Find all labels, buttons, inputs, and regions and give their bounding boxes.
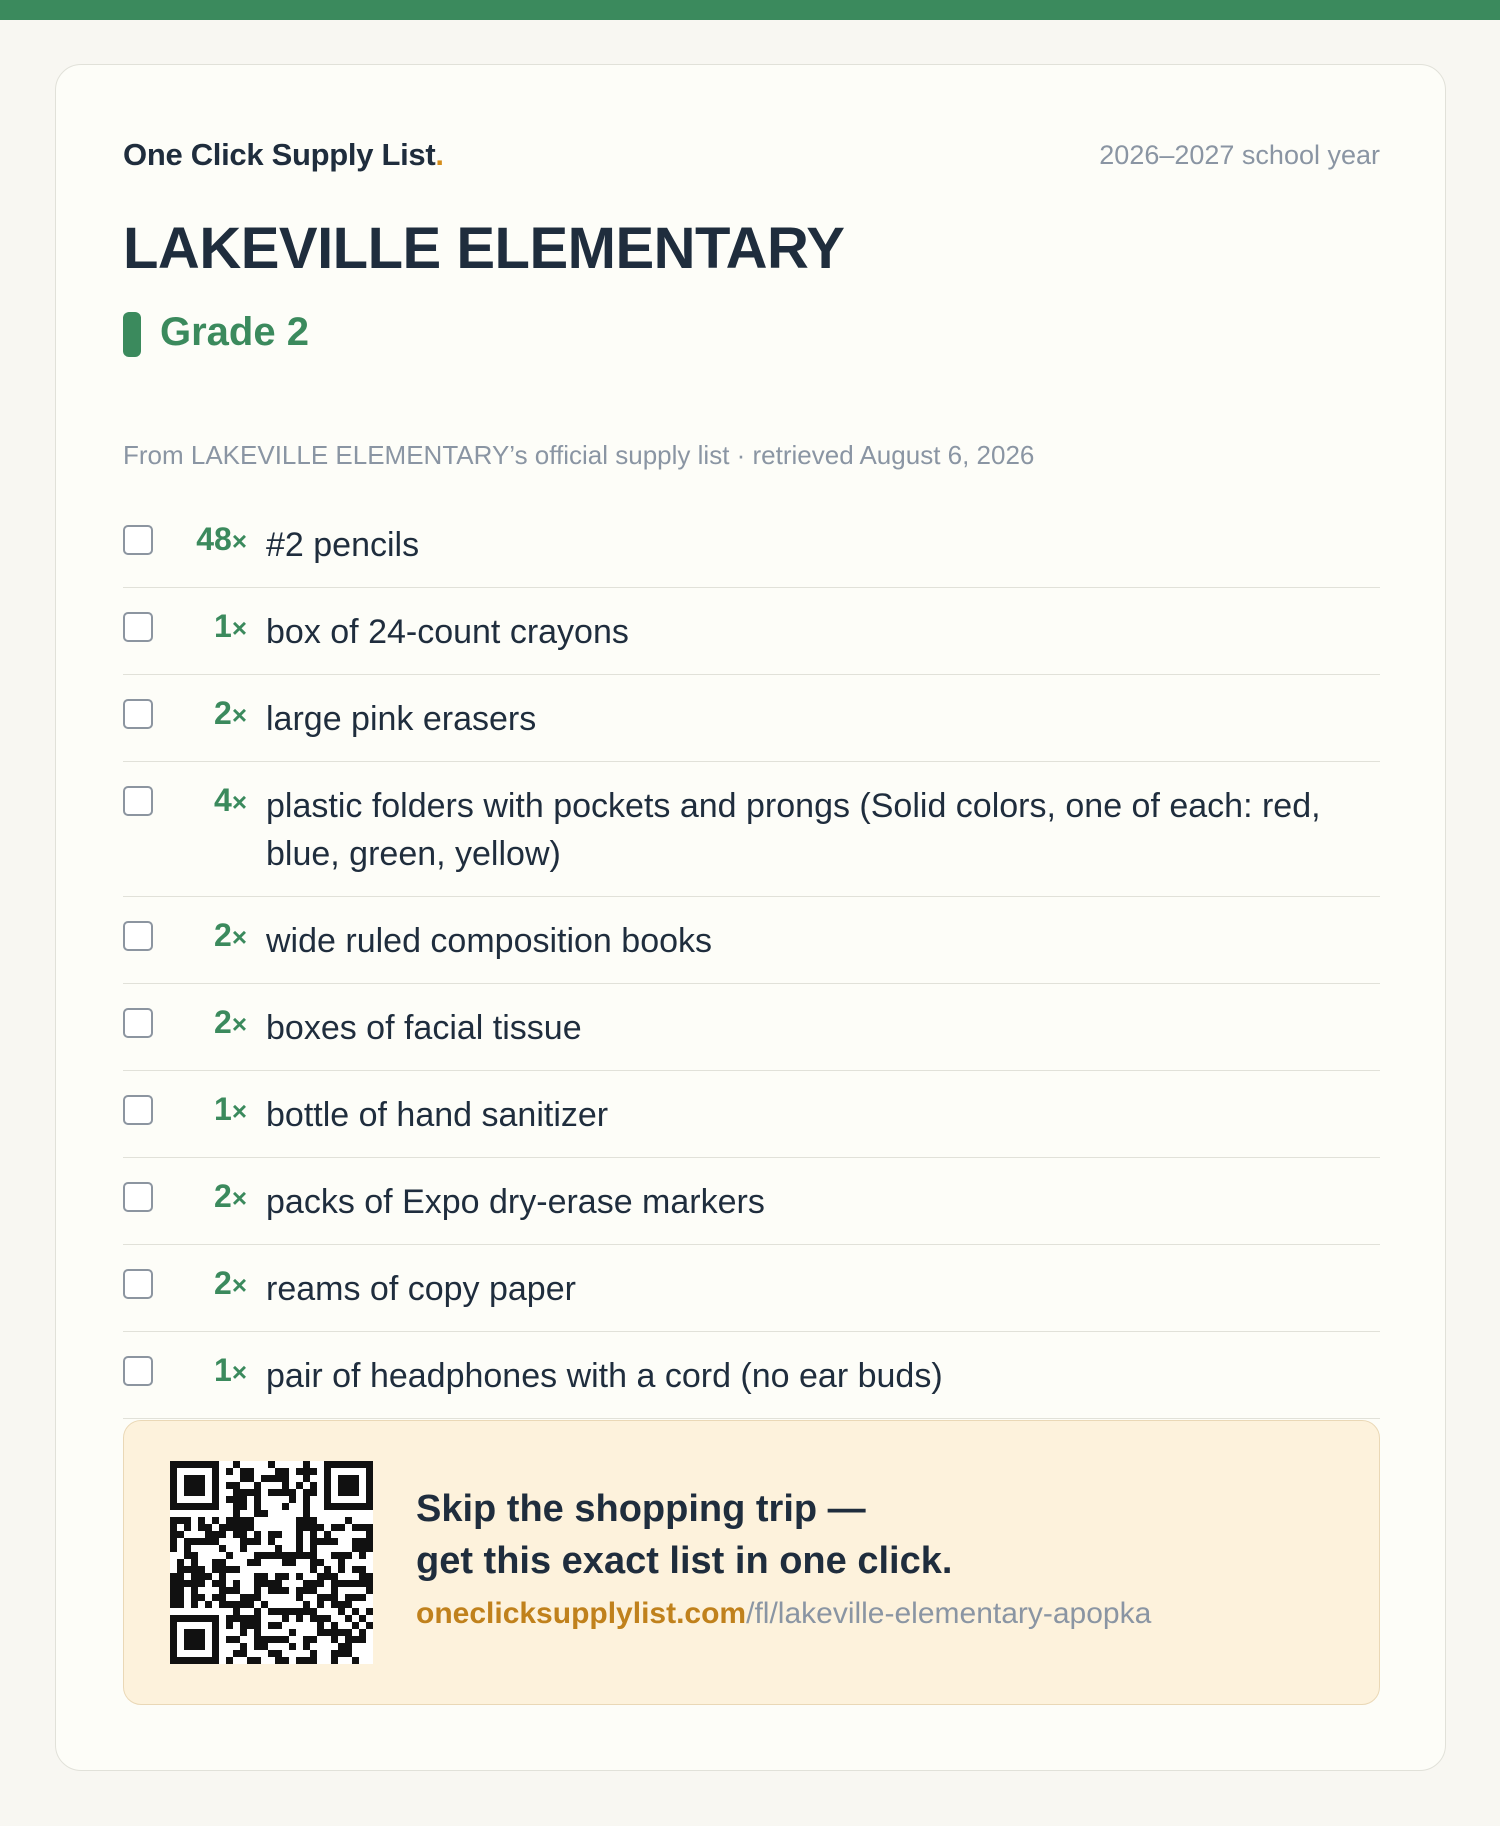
item-quantity (159, 608, 247, 645)
quantity-multiplier: × (231, 922, 247, 952)
cta-line-1: Skip the shopping trip — (416, 1488, 866, 1530)
item-quantity (159, 1265, 247, 1302)
brand-name: One Click Supply List (123, 137, 436, 172)
item-checkbox[interactable] (123, 786, 153, 816)
item-quantity-number: 2 (214, 1178, 232, 1214)
item-name: large pink erasers (266, 700, 537, 738)
grade-label: Grade 2 (160, 310, 309, 354)
quantity-multiplier: × (231, 1357, 247, 1387)
school-year: 2026–2027 school year (1099, 140, 1380, 170)
quantity-multiplier: × (231, 787, 247, 817)
list-item (123, 897, 1380, 984)
supply-list (123, 501, 1380, 1419)
cta-link-path: /fl/lakeville-elementary-apopka (746, 1597, 1152, 1630)
item-quantity-number: 48 (196, 521, 232, 557)
item-checkbox[interactable] (123, 1269, 153, 1299)
list-item (123, 588, 1380, 675)
brand-logo[interactable] (123, 137, 444, 173)
item-name: wide ruled composition books (266, 922, 713, 960)
item-quantity (159, 917, 247, 954)
item-checkbox[interactable] (123, 1095, 153, 1125)
item-name: pair of headphones with a cord (no ear buds) (266, 1357, 943, 1395)
item-checkbox[interactable] (123, 1182, 153, 1212)
item-name: packs of Expo dry-erase markers (266, 1183, 765, 1221)
quantity-multiplier: × (231, 700, 247, 730)
grade-accent-bar (123, 312, 141, 357)
item-quantity-number: 1 (214, 1352, 232, 1388)
quantity-multiplier: × (231, 526, 247, 556)
cta-title (416, 1483, 952, 1587)
source-note: From LAKEVILLE ELEMENTARY’s official supply list · retrieved August 6, 2026 (123, 440, 1035, 470)
item-quantity-number: 1 (214, 608, 232, 644)
list-item (123, 1332, 1380, 1419)
item-quantity (159, 1004, 247, 1041)
item-name: reams of copy paper (266, 1270, 576, 1308)
item-name: bottle of hand sanitizer (266, 1096, 609, 1134)
item-quantity-number: 2 (214, 917, 232, 953)
item-checkbox[interactable] (123, 525, 153, 555)
item-checkbox[interactable] (123, 921, 153, 951)
supply-list-card (55, 64, 1446, 1771)
item-name: plastic folders with pockets and prongs (Solid colors, one of each: red, blue, green, yellow) (266, 787, 1321, 873)
item-name: box of 24-count crayons (266, 613, 629, 651)
item-checkbox[interactable] (123, 612, 153, 642)
quantity-multiplier: × (231, 1270, 247, 1300)
item-name: boxes of facial tissue (266, 1009, 582, 1047)
quantity-multiplier: × (231, 1183, 247, 1213)
list-item (123, 1158, 1380, 1245)
cta-link-host: oneclicksupplylist.com (416, 1597, 747, 1630)
list-item (123, 1071, 1380, 1158)
list-item (123, 1245, 1380, 1332)
item-quantity (159, 782, 247, 819)
qr-code-icon[interactable] (170, 1461, 373, 1664)
quantity-multiplier: × (231, 613, 247, 643)
school-name: LAKEVILLE ELEMENTARY (123, 216, 845, 281)
item-quantity-number: 1 (214, 1091, 232, 1127)
list-item (123, 984, 1380, 1071)
item-checkbox[interactable] (123, 699, 153, 729)
item-checkbox[interactable] (123, 1356, 153, 1386)
item-name: #2 pencils (266, 526, 420, 564)
quantity-multiplier: × (231, 1009, 247, 1039)
cta-line-2: get this exact list in one click. (416, 1540, 953, 1582)
item-quantity (159, 1352, 247, 1389)
item-quantity (159, 1178, 247, 1215)
item-checkbox[interactable] (123, 1008, 153, 1038)
top-accent-bar (0, 0, 1500, 20)
list-item (123, 762, 1380, 897)
list-item (123, 675, 1380, 762)
brand-dot: . (435, 137, 444, 172)
item-quantity (159, 521, 247, 558)
list-item (123, 501, 1380, 588)
card-header (123, 137, 1380, 177)
item-quantity-number: 2 (214, 695, 232, 731)
item-quantity-number: 2 (214, 1265, 232, 1301)
item-quantity (159, 695, 247, 732)
item-quantity (159, 1091, 247, 1128)
item-quantity-number: 2 (214, 1004, 232, 1040)
item-quantity-number: 4 (214, 782, 232, 818)
order-cta-box (123, 1420, 1380, 1705)
cta-link[interactable] (416, 1597, 1151, 1631)
quantity-multiplier: × (231, 1096, 247, 1126)
